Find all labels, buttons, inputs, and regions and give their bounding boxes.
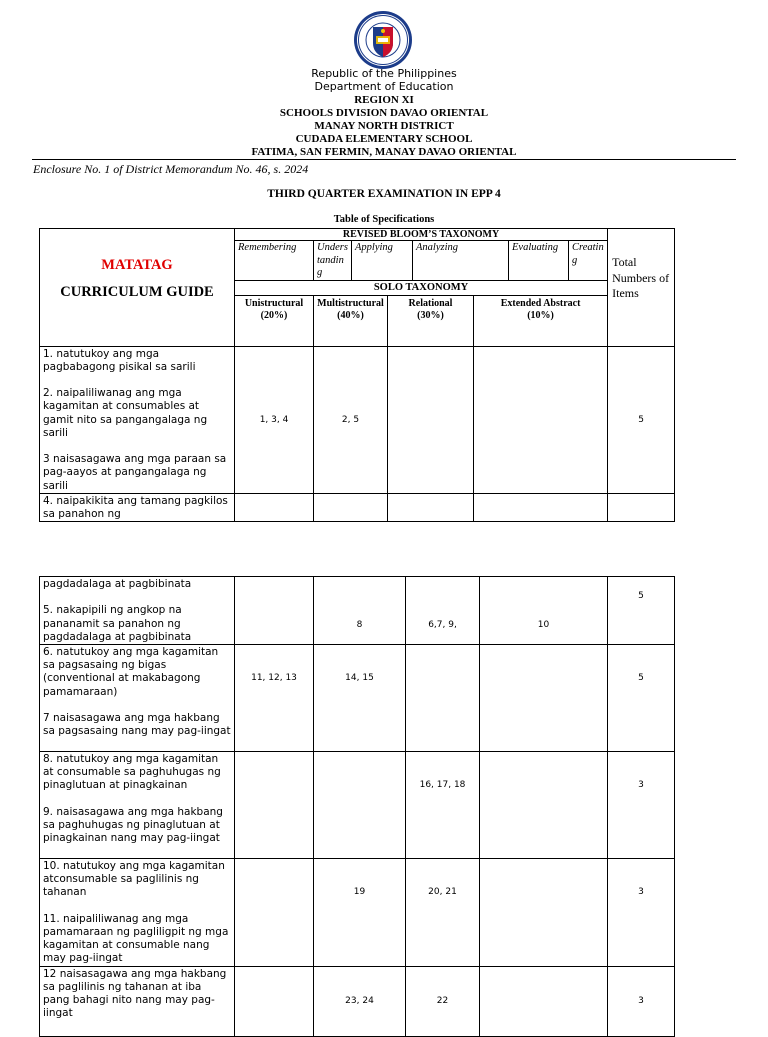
total-items [608,493,675,521]
deped-seal-icon [351,10,415,70]
relational-items: 20, 21 [406,859,480,967]
extended-items [480,645,608,752]
unistructural-items [235,859,314,967]
bloom-taxonomy-header: REVISED BLOOM’S TAXONOMY [235,229,608,241]
bloom-applying: Applying [355,242,393,253]
bloom-analyzing: Analyzing [413,241,509,281]
header-region: REGION XI [354,94,414,106]
header-republic: Republic of the Philippines [311,67,457,80]
extended-items [480,966,608,1036]
bloom-creating: Creating [569,241,608,281]
total-items: 3 [608,859,675,967]
multistructural-items: 19 [314,859,406,967]
competency-cell: 6. natutukoy ang mga kagamitan sa pagsasaing ng bigas (conventional at makabagong pamamaraan) 7 naisasagawa ang mga hakbang sa pagsasaing nang may pag-iingat [40,645,235,752]
bloom-understanding: Understanding [314,241,352,281]
solo-extended-abstract: Extended Abstract (10%) [474,295,608,346]
header-school: CUDADA ELEMENTARY SCHOOL [295,133,473,145]
unistructural-items: 11, 12, 13 [235,645,314,752]
relational-items [388,493,474,521]
matatag-label: MATATAG [101,257,173,273]
curriculum-guide-label: CURRICULUM GUIDE [60,284,214,300]
multistructural-items: 23, 24 [314,966,406,1036]
header-divider [32,159,736,160]
tos-title: Table of Specifications [333,214,435,225]
multistructural-items: 2, 5 [314,346,388,493]
tos-table-part1 [39,228,675,522]
extended-items [480,752,608,859]
total-items: 5 [608,577,675,645]
enclosure-note: Enclosure No. 1 of District Memorandum No. 46, s. 2024 [33,162,309,176]
relational-items [388,346,474,493]
total-items-header: Total Numbers of Items [608,229,675,347]
competency-cell: 4. naipakikita ang tamang pagkilos sa panahon ng [40,493,235,521]
table-row [40,645,675,752]
unistructural-items [235,577,314,645]
total-items: 5 [608,346,675,493]
extended-items [480,859,608,967]
total-items: 3 [608,966,675,1036]
multistructural-items [314,752,406,859]
relational-items: 16, 17, 18 [406,752,480,859]
solo-taxonomy-header: SOLO TAXONOMY [235,280,608,295]
header-address: FATIMA, SAN FERMIN, MANAY DAVAO ORIENTAL [251,146,517,158]
solo-multistructural: Multistructural (40%) [314,295,388,346]
table-row [40,966,675,1036]
relational-items: 6,7, 9, [406,577,480,645]
bloom-applying-cell [352,241,413,281]
competency-cell: 8. natutukoy ang mga kagamitan at consumable sa paghuhugas ng pinaglutuan at pinagkainan 9. naisasagawa ang mga hakbang sa paghuhugas ng pinaglutuan at pinagkainan nang may pag-iingat [40,752,235,859]
multistructural-items: 8 [314,577,406,645]
total-items: 5 [608,645,675,752]
unistructural-items [235,752,314,859]
table-row [40,346,675,493]
unistructural-items [235,966,314,1036]
table-row [40,577,675,645]
relational-items: 22 [406,966,480,1036]
tos-table-part2 [39,576,675,1037]
multistructural-items [314,493,388,521]
bloom-remembering: Remembering [235,241,314,281]
exam-title: THIRD QUARTER EXAMINATION IN EPP 4 [267,188,501,200]
extended-items [474,493,608,521]
table-row [40,493,675,521]
solo-unistructural: Unistructural (20%) [235,295,314,346]
header-department: Department of Education [314,80,454,93]
unistructural-items [235,493,314,521]
extended-items [474,346,608,493]
total-items: 3 [608,752,675,859]
header-division: SCHOOLS DIVISION DAVAO ORIENTAL [279,107,489,119]
relational-items [406,645,480,752]
unistructural-items: 1, 3, 4 [235,346,314,493]
competency-cell: 12 naisasagawa ang mga hakbang sa paglilinis ng tahanan at iba pang bahagi nito nang may pag-iingat [40,966,235,1036]
extended-items: 10 [480,577,608,645]
table-row [40,752,675,859]
multistructural-items: 14, 15 [314,645,406,752]
curriculum-header-cell [40,229,235,347]
bloom-evaluating: Evaluating [509,241,569,281]
competency-cell: 10. natutukoy ang mga kagamitan atconsumable sa paglilinis ng tahanan 11. naipaliliwanag ang mga pamamaraan ng pagliligpit ng mga kagamitan at consumable nang may pag-iingat [40,859,235,967]
header-district: MANAY NORTH DISTRICT [314,120,454,132]
competency-cell: 1. natutukoy ang mga pagbabagong pisikal sa sarili 2. naipaliliwanag ang mga kagamitan at consumables at gamit nito sa pangangalaga ng sarili 3 naisasagawa ang mga paraan sa pag-aayos at pangangalaga ng sarili [40,346,235,493]
competency-cell: pagdadalaga at pagbibinata 5. nakapipili ng angkop na pananamit sa panahon ng pagdadalaga at pagbibinata [40,577,235,645]
solo-relational: Relational (30%) [388,295,474,346]
table-row [40,859,675,967]
